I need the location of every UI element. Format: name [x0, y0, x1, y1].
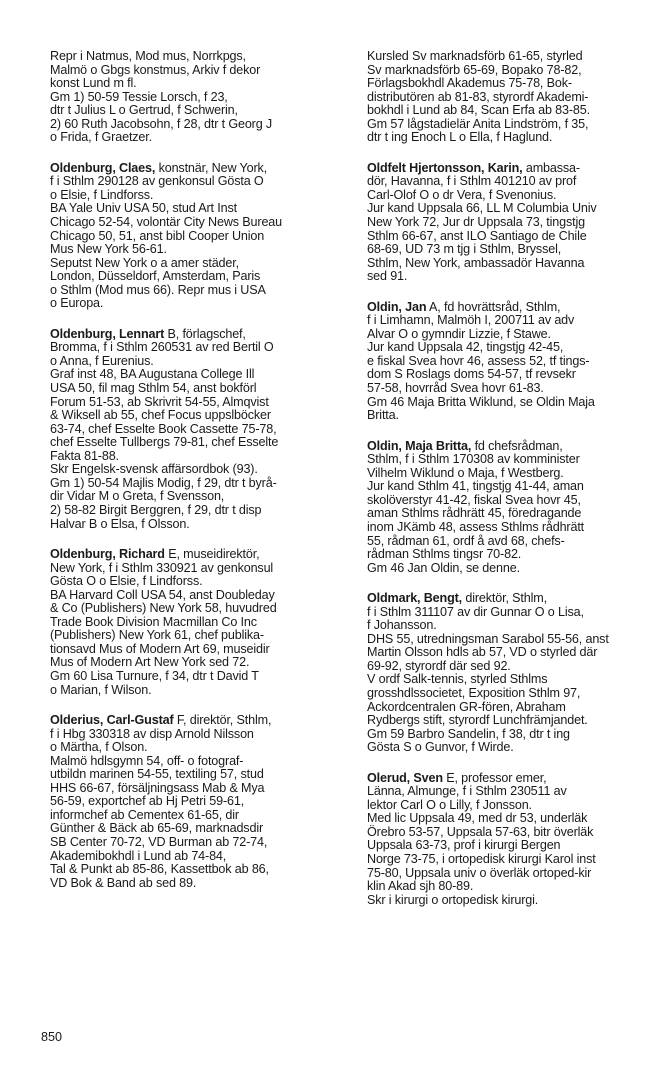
entry-line: Graf inst 48, BA Augustana College Ill — [50, 367, 255, 382]
entry-olderius-carl-gustaf — [50, 714, 350, 890]
entry-first-line — [367, 162, 667, 176]
entry-first-line — [50, 162, 350, 176]
entry-line: BA Yale Univ USA 50, stud Art Inst — [50, 201, 237, 216]
entry-line: Sthlm, New York, ambassadör Havanna — [367, 255, 585, 270]
entry-line: New York, f i Sthlm 330921 av genkonsul — [50, 560, 274, 575]
entry-line: inom JKämb 48, assess Sthlms rådhrätt — [367, 519, 585, 534]
left-column — [50, 50, 350, 907]
entry-line: bokhdl i Lund ab 84, Scan Erfa ab 83-85. — [367, 103, 590, 118]
entry-line: f i Sthlm 311107 av dir Gunnar O o Lisa, — [367, 604, 584, 619]
entry-line: BA Harvard Coll USA 54, anst Doubleday — [50, 587, 275, 602]
entry-line: Rydbergs stift, styrordf Lunchfrämjandet. — [367, 713, 588, 728]
entry-line: & Wiksell ab 55, chef Focus uppslböcker — [50, 408, 271, 423]
entry-line: B, förlagschef, — [164, 326, 246, 341]
entry-olerud-sven — [367, 772, 667, 907]
entry-line: Fakta 81-88. — [50, 448, 119, 463]
page-number: 850 — [41, 1030, 63, 1044]
entry-line: grosshdlssocietet, Exposition Sthlm 97, — [367, 685, 581, 700]
entry-line: f i Sthlm 290128 av genkonsul Gösta O — [50, 174, 264, 189]
entry-line: Akademibokhdl i Lund ab 74-84, — [50, 848, 227, 863]
entry-name: Olerud, Sven — [367, 770, 443, 785]
entry-line: Jur kand Sthlm 41, tingstjg 41-44, aman — [367, 479, 584, 494]
entry-line: Carl-Olof O o dr Vera, f Svenonius. — [367, 187, 557, 202]
entry-line: Vilhelm Wiklund o Maja, f Westberg. — [367, 465, 564, 480]
entry-line: o Elsie, f Lindforss. — [50, 187, 154, 202]
entry-name: Oldfelt Hjertonsson, Karin, — [367, 160, 523, 175]
entry-oldenburg-claes — [50, 162, 350, 311]
entry-line: Gm 46 Jan Oldin, se denne. — [367, 560, 520, 575]
entry-line: F, direktör, Sthlm, — [173, 713, 272, 728]
entry-line: Gm 1) 50-59 Tessie Lorsch, f 23, — [50, 89, 228, 104]
entry-line: Seputst New York o a amer städer, — [50, 255, 239, 270]
entry-first-line — [367, 772, 667, 786]
entry-line: Gösta S o Gunvor, f Wirde. — [367, 740, 514, 755]
entry-line: VD Bok & Band ab sed 89. — [50, 875, 197, 890]
entry-line: V ordf Salk-tennis, styrled Sthlms — [367, 672, 548, 687]
entry-line: 2) 58-82 Birgit Berggren, f 29, dtr t disp — [50, 502, 262, 517]
entry-line: o Frida, f Graetzer. — [50, 130, 152, 145]
entry-line: dir Vidar M o Greta, f Svensson, — [50, 489, 225, 504]
entry-line: Chicago 50, 51, anst bibl Cooper Union — [50, 228, 265, 243]
entry-line: Gm 46 Maja Britta Wiklund, se Oldin Maja — [367, 394, 595, 409]
entry-line: Malmö hdlsgymn 54, off- o fotograf- — [50, 753, 244, 768]
entry-line: rådman Sthlms tingsr 70-82. — [367, 547, 522, 562]
entry-line: & Co (Publishers) New York 58, huvudred — [50, 601, 277, 616]
entry-line: fd chefsrådman, — [471, 438, 563, 453]
entry-name: Oldin, Maja Britta, — [367, 438, 472, 453]
entry-name: Oldenburg, Claes, — [50, 160, 156, 175]
entry-line: Chicago 52-54, volontär City News Bureau — [50, 215, 283, 230]
entry-first-line — [50, 548, 350, 562]
entry-line: ambassa- — [522, 160, 580, 175]
entry-first-line — [367, 301, 667, 315]
entry-line: Sthlm, f i Sthlm 170308 av komminister — [367, 452, 580, 467]
entry-line: o Europa. — [50, 296, 104, 311]
entry-line: chef Esselte Tullbergs 79-81, chef Esselte — [50, 435, 279, 450]
entry-line: USA 50, fil mag Sthlm 54, anst bokförl — [50, 381, 257, 396]
entry-line: Martin Olsson hdls ab 57, VD o styrled där — [367, 645, 598, 660]
entry-line: utbildn marinen 54-55, textiling 57, stud — [50, 767, 264, 782]
entry-line: e fiskal Svea hovr 46, assess 52, tf tings- — [367, 353, 590, 368]
entry-line: Gm 60 Lisa Turnure, f 34, dtr t David T — [50, 668, 259, 683]
entry-line: Med lic Uppsala 49, med dr 53, underläk — [367, 811, 588, 826]
entry-line: konst Lund m fl. — [50, 76, 137, 91]
entry-line: E, professor emer, — [442, 770, 547, 785]
entry-line: Sthlm 66-67, anst ILO Santiago de Chile — [367, 228, 587, 243]
entry-line: Skr i kirurgi o ortopedisk kirurgi. — [367, 892, 539, 907]
entry-name: Oldin, Jan — [367, 299, 427, 314]
entry-line: lektor Carl O o Lilly, f Jonsson. — [367, 797, 532, 812]
entry-line: o Sthlm (Mod mus 66). Repr mus i USA — [50, 282, 266, 297]
entry-line: Gm 1) 50-54 Majlis Modig, f 29, dtr t byrå- — [50, 475, 277, 490]
entry-oldmark-bengt — [367, 592, 667, 755]
entry-line: Halvar B o Elsa, f Olsson. — [50, 516, 190, 531]
entry-line: direktör, Sthlm, — [462, 591, 547, 606]
entry-oldin-maja-britta — [367, 440, 667, 575]
entry-line: dtr t ing Enoch L o Ella, f Haglund. — [367, 130, 553, 145]
entry-first-line — [367, 592, 667, 606]
entry-line: Örebro 53-57, Uppsala 57-63, bitr överläk — [367, 824, 594, 839]
entry-line: Sv marknadsförb 65-69, Bopako 78-82, — [367, 62, 582, 77]
entry-line: DHS 55, utredningsman Sarabol 55-56, anst — [367, 631, 609, 646]
entry-line: Forum 51-53, ab Skrivrit 54-55, Almqvist — [50, 394, 269, 409]
entry-line: Mus New York 56-61. — [50, 242, 167, 257]
entry-line: Mus of Modern Art New York sed 72. — [50, 655, 250, 670]
entry-line: o Marian, f Wilson. — [50, 682, 152, 697]
entry-line: 56-59, exportchef ab Hj Petri 59-61, — [50, 794, 245, 809]
entry-continuation — [50, 50, 350, 145]
entry-line: New York 72, Jur dr Uppsala 73, tingstjg — [367, 215, 586, 230]
entry-line: 63-74, chef Esselte Book Cassette 75-78, — [50, 421, 277, 436]
entry-line: 68-69, UD 73 m tjg i Sthlm, Bryssel, — [367, 242, 562, 257]
entry-line: Länna, Almunge, f i Sthlm 230511 av — [367, 784, 567, 799]
entry-line: Ackordcentralen GR-fören, Abraham — [367, 699, 566, 714]
entry-line: sed 91. — [367, 269, 408, 284]
entry-line: London, Düsseldorf, Amsterdam, Paris — [50, 269, 261, 284]
entry-line: Alvar O o gymndir Lizzie, f Stawe. — [367, 326, 551, 341]
entry-line: E, museidirektör, — [164, 547, 260, 562]
entry-line: A, fd hovrättsråd, Sthlm, — [426, 299, 561, 314]
entry-line: Skr Engelsk-svensk affärsordbok (93). — [50, 462, 258, 477]
entry-line: Jur kand Uppsala 66, LL M Columbia Univ — [367, 201, 597, 216]
entry-line: Gösta O o Elsie, f Lindforss. — [50, 574, 203, 589]
entry-line: distributören ab 81-83, styrordf Akademi- — [367, 89, 589, 104]
entry-line: klin Akad sjh 80-89. — [367, 879, 474, 894]
entry-line: 57-58, hovrråd Svea hovr 61-83. — [367, 381, 544, 396]
entry-oldenburg-richard — [50, 548, 350, 697]
entry-line: f i Limhamn, Malmöh I, 200711 av adv — [367, 313, 575, 328]
entry-continuation — [367, 50, 667, 145]
entry-first-line — [367, 440, 667, 454]
entry-oldfelt-hjertonsson-karin — [367, 162, 667, 284]
entry-line: konstnär, New York, — [155, 160, 268, 175]
entry-line: 55, rådman 61, ordf å avd 68, chefs- — [367, 533, 565, 548]
entry-name: Oldenburg, Lennart — [50, 326, 165, 341]
entry-line: Norge 73-75, i ortopedisk kirurgi Karol inst — [367, 851, 596, 866]
entry-line: Gm 59 Barbro Sandelin, f 38, dtr t ing — [367, 726, 570, 741]
entry-line: Britta. — [367, 408, 399, 423]
entry-line: Gm 57 lågstadielär Anita Lindström, f 35, — [367, 116, 589, 131]
entry-line: Förlagsbokhdl Akademus 75-78, Bok- — [367, 76, 572, 91]
entry-line: Jur kand Uppsala 42, tingstjg 42-45, — [367, 340, 564, 355]
entry-first-line — [50, 714, 350, 728]
entry-line: SB Center 70-72, VD Burman ab 72-74, — [50, 834, 268, 849]
entry-line: (Publishers) New York 61, chef publika- — [50, 628, 264, 643]
entry-line: Repr i Natmus, Mod mus, Norrkpgs, — [50, 49, 246, 63]
entry-line: Trade Book Division Macmillan Co Inc — [50, 614, 257, 629]
entry-oldin-jan — [367, 301, 667, 423]
entry-line: Uppsala 63-73, prof i kirurgi Bergen — [367, 838, 561, 853]
entry-line: dtr t Julius L o Gertrud, f Schwerin, — [50, 103, 238, 118]
entry-line: f Johansson. — [367, 618, 437, 633]
entry-name: Olderius, Carl-Gustaf — [50, 713, 174, 728]
entry-line: 75-80, Uppsala univ o överläk ortoped-kir — [367, 865, 592, 880]
entry-line: tionsavd Mus of Modern Art 69, museidir — [50, 641, 270, 656]
entry-line: Kursled Sv marknadsförb 61-65, styrled — [367, 49, 583, 63]
entry-line: 69-92, styrordf där sed 92. — [367, 658, 511, 673]
entry-line: o Anna, f Eurenius. — [50, 353, 154, 368]
entry-line: f i Hbg 330318 av disp Arnold Nilsson — [50, 726, 254, 741]
entry-line: Günther & Bäck ab 65-69, marknadsdir — [50, 821, 264, 836]
entry-line: Malmö o Gbgs konstmus, Arkiv f dekor — [50, 62, 261, 77]
entry-name: Oldmark, Bengt, — [367, 591, 463, 606]
entry-line: HHS 66-67, försäljningsass Mab & Mya — [50, 780, 265, 795]
entry-line: Tal & Punkt ab 85-86, Kassettbok ab 86, — [50, 862, 269, 877]
entry-line: dör, Havanna, f i Sthlm 401210 av prof — [367, 174, 577, 189]
entry-line: skolöverstyr 41-42, fiskal Svea hovr 45, — [367, 492, 581, 507]
right-column — [367, 50, 667, 924]
entry-line: aman Sthlms rådhrätt 45, föredragande — [367, 506, 582, 521]
entry-line: o Märtha, f Olson. — [50, 740, 148, 755]
entry-line: 2) 60 Ruth Jacobsohn, f 28, dtr t Georg J — [50, 116, 273, 131]
entry-name: Oldenburg, Richard — [50, 547, 165, 562]
entry-line: dom S Roslags doms 54-57, tf revsekr — [367, 367, 576, 382]
entry-line: informchef ab Cementex 61-65, dir — [50, 807, 239, 822]
entry-line: Bromma, f i Sthlm 260531 av red Bertil O — [50, 340, 274, 355]
entry-first-line — [50, 328, 350, 342]
entry-oldenburg-lennart — [50, 328, 350, 531]
